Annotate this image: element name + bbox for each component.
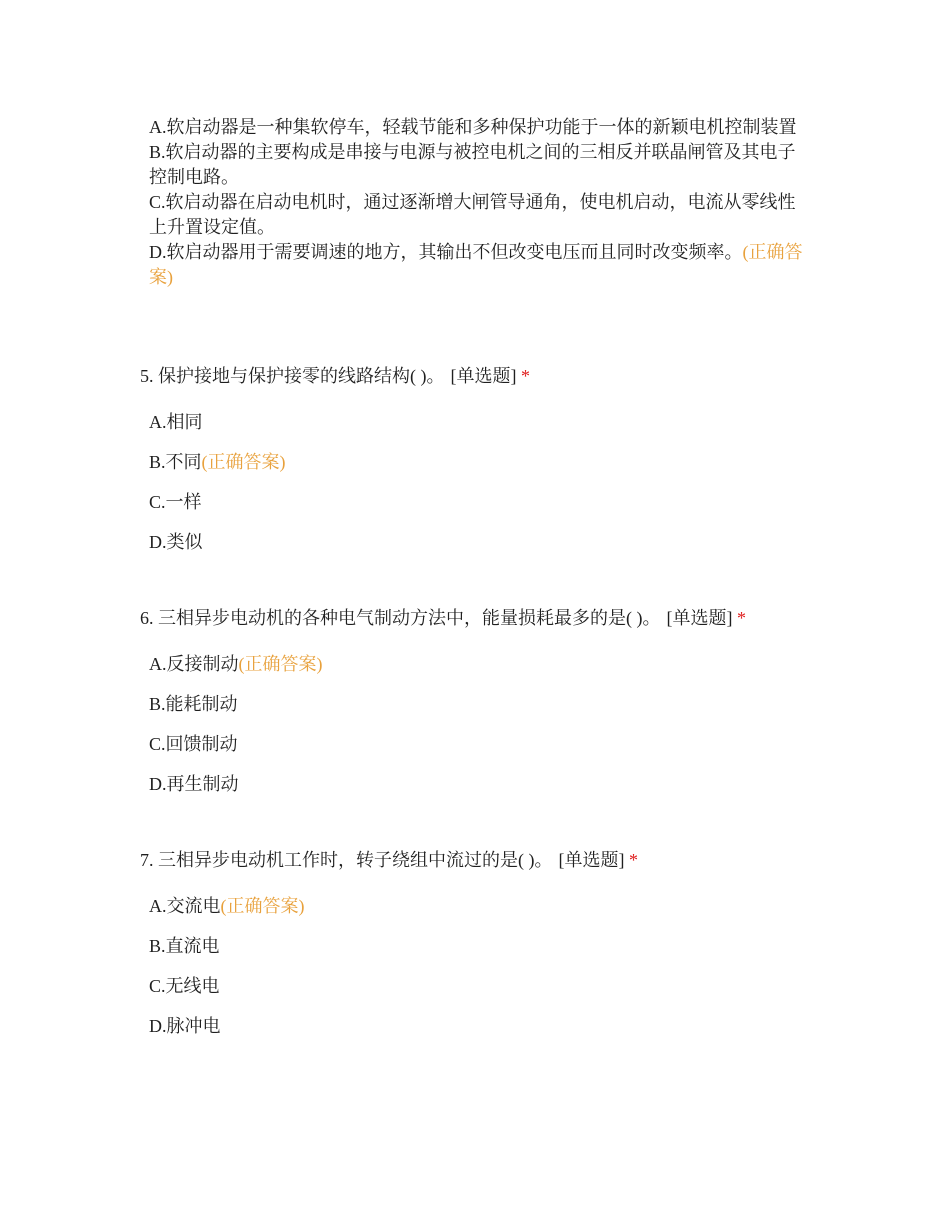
correct-answer-mark: (正确答案) [201, 452, 286, 472]
q4-option-d: D.软启动器用于需要调速的地方，其输出不但改变电压而且同时改变频率。(正确答案) [149, 242, 803, 287]
q5-option-c: C.一样 [149, 492, 202, 512]
question-type-label: [单选题] [558, 850, 625, 870]
q7-option-d: D.脉冲电 [149, 1016, 221, 1036]
question-7-title: 7. 三相异步电动机工作时，转子绕组中流过的是( )。 [单选题] * [140, 850, 638, 870]
q6-option-d: D.再生制动 [149, 774, 239, 794]
correct-answer-mark: (正确答案) [220, 896, 305, 916]
q5-option-b: B.不同(正确答案) [149, 452, 286, 472]
question-5-title: 5. 保护接地与保护接零的线路结构( )。 [单选题] * [140, 366, 530, 386]
q6-option-b: B.能耗制动 [149, 694, 238, 714]
question-type-label: [单选题] [450, 366, 517, 386]
question-4-options [149, 115, 809, 290]
q4-option-b: B.软启动器的主要构成是串接与电源与被控电机之间的三相反并联晶闸管及其电子控制电路。 [149, 142, 796, 187]
correct-answer-mark: (正确答案) [238, 654, 323, 674]
q5-option-a: A.相同 [149, 412, 203, 432]
q5-option-d: D.类似 [149, 532, 203, 552]
question-6-title: 6. 三相异步电动机的各种电气制动方法中，能量损耗最多的是( )。 [单选题] * [140, 608, 746, 628]
required-mark: * [629, 850, 638, 870]
q7-option-b: B.直流电 [149, 936, 220, 956]
q6-option-a: A.反接制动(正确答案) [149, 654, 323, 674]
correct-answer-mark: (正确答案) [149, 242, 803, 287]
q7-option-a: A.交流电(正确答案) [149, 896, 305, 916]
required-mark: * [521, 366, 530, 386]
q4-option-a: A.软启动器是一种集软停车，轻载节能和多种保护功能于一体的新颖电机控制装置 [149, 117, 797, 137]
required-mark: * [737, 608, 746, 628]
question-type-label: [单选题] [666, 608, 733, 628]
q4-option-c: C.软启动器在启动电机时，通过逐渐增大闸管导通角，使电机启动，电流从零线性上升置设定值。 [149, 192, 796, 237]
q7-option-c: C.无线电 [149, 976, 220, 996]
q6-option-c: C.回馈制动 [149, 734, 238, 754]
